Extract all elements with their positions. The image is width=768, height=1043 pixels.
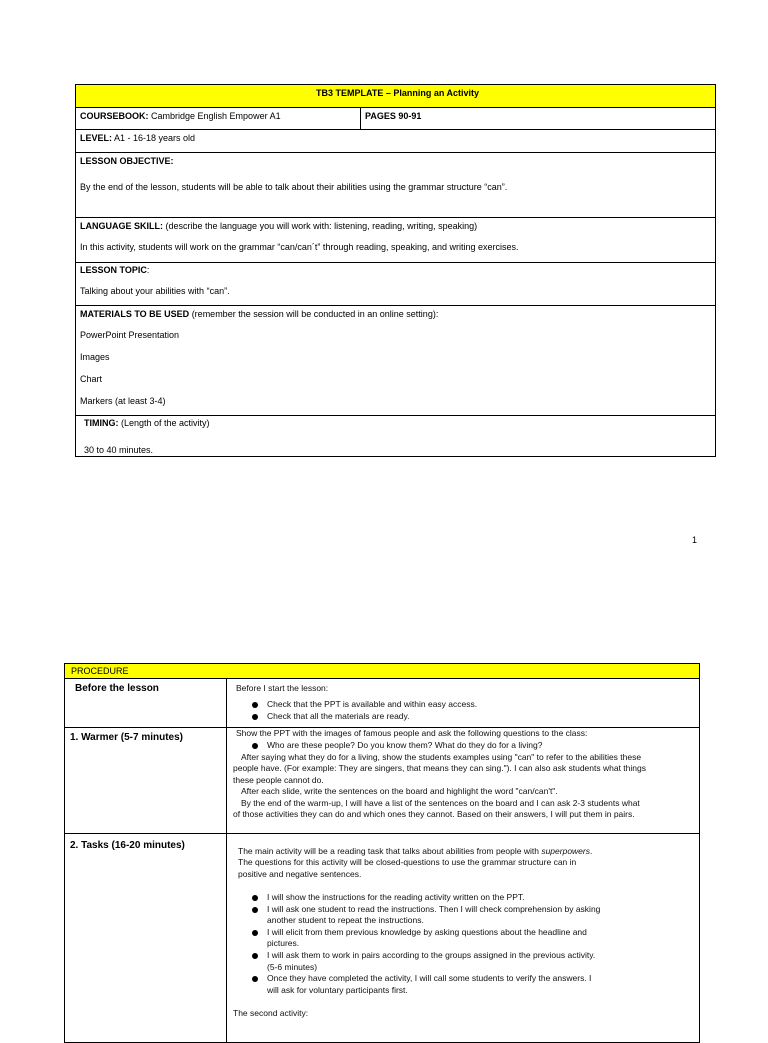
coursebook-label: COURSEBOOK: bbox=[80, 111, 149, 121]
warmer-question: Who are these people? Do you know them? What do they do for a living? bbox=[267, 740, 543, 750]
coursebook-value: Cambridge English Empower A1 bbox=[148, 111, 281, 121]
row-divider bbox=[65, 833, 699, 834]
task-item: I will ask them to work in pairs according to the groups assigned in the previous activity. bbox=[267, 950, 596, 960]
task-item: I will elicit from them previous knowledge by asking questions about the headline and bbox=[267, 927, 587, 937]
bullet-dot bbox=[252, 895, 258, 901]
objective-label: LESSON OBJECTIVE: bbox=[80, 156, 174, 166]
skill-hint: (describe the language you will work with: listening, reading, writing, speaking) bbox=[163, 221, 478, 231]
task-item: I will ask one student to read the instructions. Then I will check comprehension by asking bbox=[267, 904, 601, 914]
topic-label: LESSON TOPIC bbox=[80, 265, 147, 275]
tasks-intro: positive and negative sentences. bbox=[238, 869, 362, 879]
before-item: Check that the PPT is available and within easy access. bbox=[267, 699, 478, 709]
warmer-line: of those activities they can do and which ones they cannot. Based on their answers, I will put them in pairs. bbox=[233, 809, 635, 819]
level-row bbox=[76, 129, 715, 152]
bullet-dot bbox=[252, 953, 258, 959]
timing-hint: (Length of the activity) bbox=[118, 418, 210, 428]
bullet-dot bbox=[252, 976, 258, 982]
before-lesson-intro: Before I start the lesson: bbox=[236, 683, 329, 693]
material-item: Images bbox=[80, 352, 110, 362]
warmer-line: people have. (For example: They are singers, that means they can sing."). I can also ask students what things bbox=[233, 763, 646, 773]
task-item: will ask for voluntary participants first. bbox=[267, 985, 408, 995]
materials-heading bbox=[80, 308, 438, 320]
level-value: A1 - 16-18 years old bbox=[112, 133, 196, 143]
tasks-intro-part: The main activity will be a reading task that talks about abilities from people with bbox=[238, 846, 542, 856]
material-item: Chart bbox=[80, 374, 103, 384]
tasks-intro-emphasis: superpowers bbox=[541, 846, 590, 856]
coursebook-row bbox=[76, 107, 715, 129]
procedure-table bbox=[64, 663, 700, 1043]
warmer-line: these people cannot do. bbox=[233, 775, 324, 785]
topic-colon: : bbox=[146, 265, 150, 275]
pages-value: PAGES 90-91 bbox=[365, 111, 422, 121]
materials-label: MATERIALS TO BE USED bbox=[80, 309, 190, 319]
planning-table bbox=[75, 84, 716, 457]
materials-hint: (remember the session will be conducted in an online setting): bbox=[189, 309, 439, 319]
task-item: Once they have completed the activity, I will call some students to verify the answers. I bbox=[267, 973, 592, 983]
skill-text: In this activity, students will work on the grammar “can/can´t” through reading, speaking, and writing exercises. bbox=[80, 242, 519, 252]
warmer-line: After each slide, write the sentences on the board and highlight the word "can/can't". bbox=[241, 786, 558, 796]
before-lesson-label: Before the lesson bbox=[75, 683, 159, 694]
level-label: LEVEL: bbox=[80, 133, 113, 143]
second-activity: The second activity: bbox=[233, 1008, 309, 1018]
bullet-dot bbox=[252, 930, 258, 936]
bullet-dot bbox=[252, 907, 258, 913]
timing-label: TIMING: bbox=[84, 418, 119, 428]
warmer-line: Show the PPT with the images of famous people and ask the following questions to the class: bbox=[236, 728, 588, 738]
tasks-intro-part: . bbox=[590, 846, 593, 856]
before-item: Check that all the materials are ready. bbox=[267, 711, 410, 721]
topic-heading bbox=[80, 264, 149, 276]
warmer-line: By the end of the warm-up, I will have a list of the sentences on the board and I can ask 2-3 students what bbox=[241, 798, 640, 808]
task-item: (5-6 minutes) bbox=[267, 962, 318, 972]
skill-heading bbox=[80, 220, 477, 232]
timing-text: 30 to 40 minutes. bbox=[84, 445, 154, 455]
page-number: 1 bbox=[692, 535, 698, 545]
objective-row bbox=[76, 152, 715, 217]
warmer-line: After saying what they do for a living, show the students examples using "can" to refer to the abilities these bbox=[241, 752, 642, 762]
task-item: pictures. bbox=[267, 938, 300, 948]
procedure-header: PROCEDURE bbox=[65, 664, 699, 679]
tasks-intro: The questions for this activity will be closed-questions to use the grammar structure can in bbox=[238, 857, 577, 867]
skill-label: LANGUAGE SKILL: bbox=[80, 221, 163, 231]
task-item: I will show the instructions for the reading activity written on the PPT. bbox=[267, 892, 525, 902]
materials-row bbox=[76, 305, 715, 415]
template-title: TB3 TEMPLATE – Planning an Activity bbox=[76, 85, 715, 107]
warmer-label: 1. Warmer (5-7 minutes) bbox=[70, 732, 183, 743]
tasks-label: 2. Tasks (16-20 minutes) bbox=[70, 840, 185, 851]
task-item: another student to repeat the instructions. bbox=[267, 915, 424, 925]
column-divider bbox=[360, 108, 361, 129]
timing-row bbox=[76, 415, 715, 457]
topic-row bbox=[76, 262, 715, 305]
material-item: Markers (at least 3-4) bbox=[80, 396, 166, 406]
material-item: PowerPoint Presentation bbox=[80, 330, 180, 340]
skill-row bbox=[76, 217, 715, 262]
timing-heading bbox=[84, 417, 210, 429]
column-divider bbox=[226, 679, 227, 1042]
topic-text: Talking about your abilities with “can”. bbox=[80, 286, 230, 296]
objective-text: By the end of the lesson, students will be able to talk about their abilities using the grammar structure “can”. bbox=[80, 182, 508, 192]
bullet-dot bbox=[252, 714, 258, 720]
bullet-dot bbox=[252, 702, 258, 708]
tasks-intro bbox=[238, 846, 592, 858]
bullet-dot bbox=[252, 743, 258, 749]
